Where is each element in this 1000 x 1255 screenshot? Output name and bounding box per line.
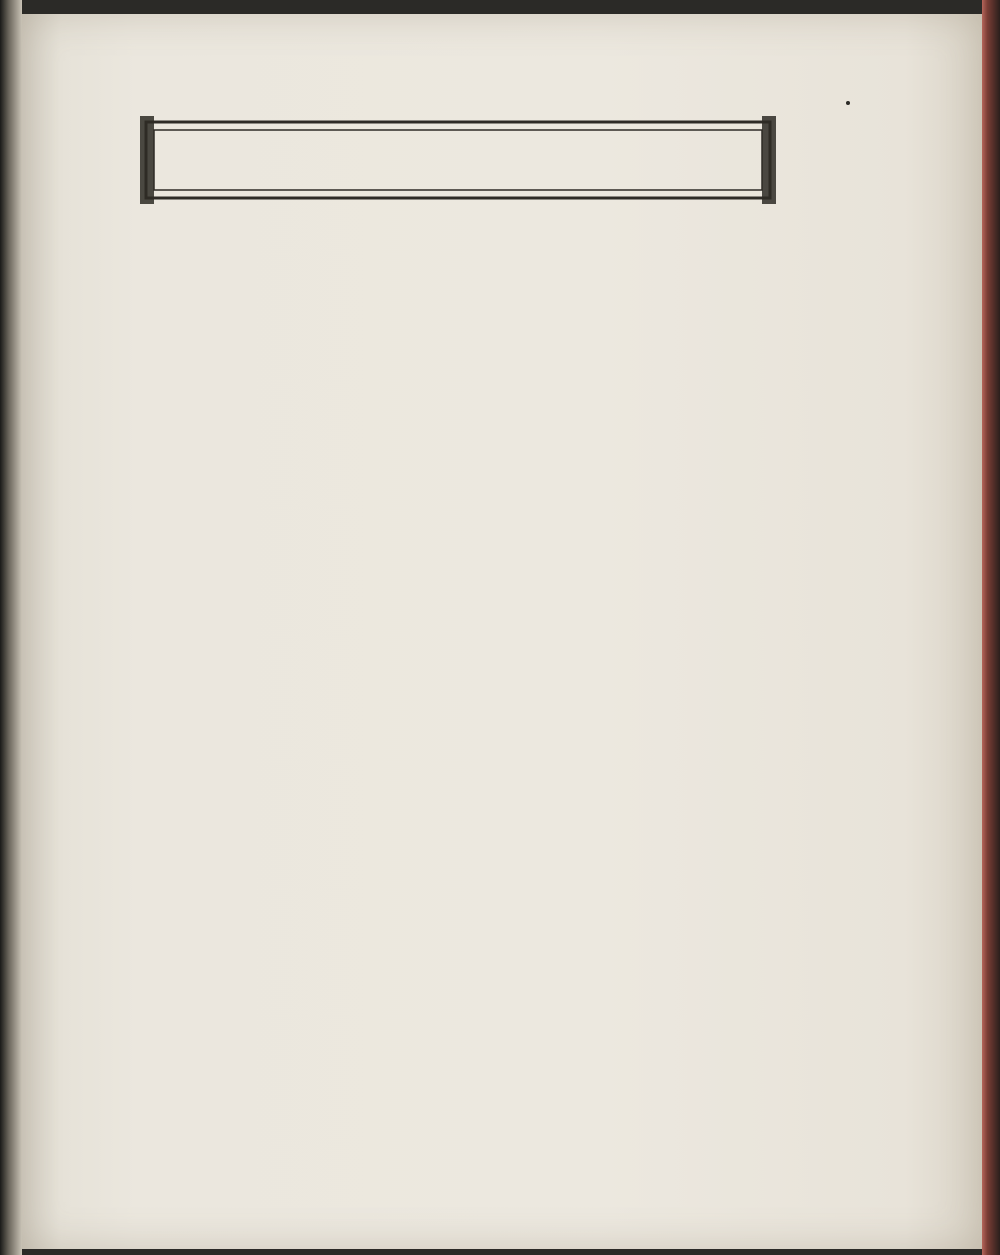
ink-mark xyxy=(846,101,850,105)
page-edge-right xyxy=(982,0,1000,1255)
decorative-headpiece-ornament xyxy=(140,112,776,208)
book-gutter-left xyxy=(0,0,22,1255)
show-through-text xyxy=(140,590,790,1090)
